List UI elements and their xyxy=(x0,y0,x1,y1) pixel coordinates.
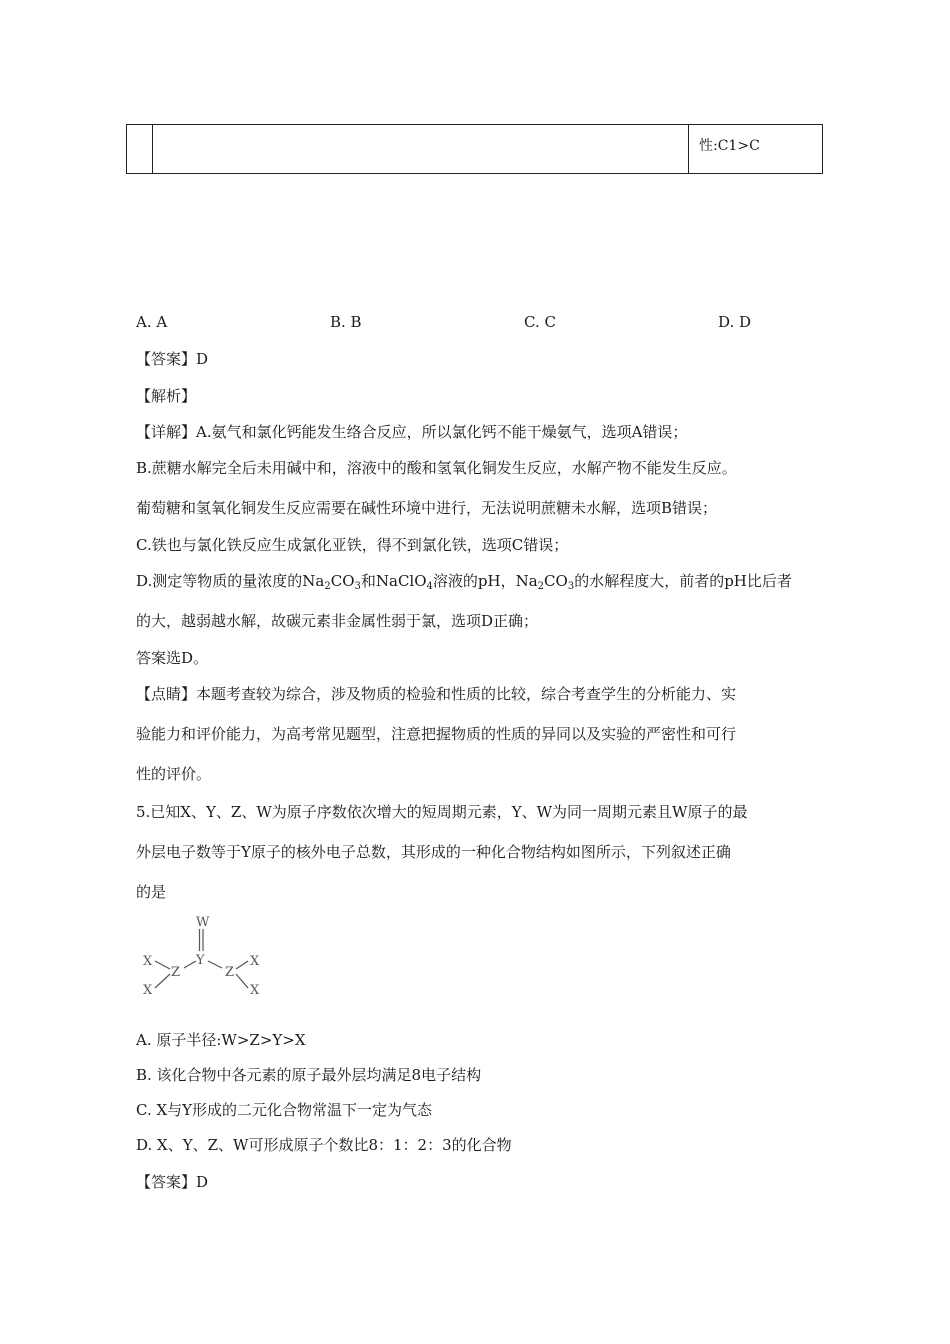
atom-z-right: Z xyxy=(225,965,235,980)
q4-detail-5: D.测定等物质的量浓度的$Na_2CO_3$和NaClO$_4$溶液的pH，$Na_2CO_3$的水解程度大，前者的pH比后者 xyxy=(136,572,792,592)
q4-comment-1: 【点睛】本题考查较为综合，涉及物质的检验和性质的比较，综合考查学生的分析能力、实 xyxy=(136,685,737,703)
atom-z-left: Z xyxy=(171,965,181,980)
table-fragment xyxy=(126,124,823,174)
q4-detail-1: 【详解】A.氨气和氯化钙能发生络合反应，所以氯化钙不能干燥氨气，选项A错误； xyxy=(136,423,688,441)
q4-option-a: A. A xyxy=(136,313,168,331)
q5-answer: 【答案】D xyxy=(136,1173,209,1191)
atom-w: W xyxy=(196,915,210,930)
q4-detail-7: 答案选D。 xyxy=(136,649,209,667)
q4-option-c: C. C xyxy=(524,313,556,331)
q4-answer: 【答案】D xyxy=(136,350,209,368)
q5-structure-diagram xyxy=(138,912,268,1002)
atom-x-3: X xyxy=(250,954,260,969)
atom-x-1: X xyxy=(143,954,153,969)
atom-y: Y xyxy=(196,953,205,968)
q5-stem-3: 的是 xyxy=(136,883,167,901)
q4-detail-6: 的大，越弱越水解，故碳元素非金属性弱于氯，选项D正确； xyxy=(136,612,539,630)
atom-x-4: X xyxy=(250,983,260,998)
q5-option-a: A. 原子半径:W>Z>Y>X xyxy=(136,1031,306,1049)
q5-option-d: D. X、Y、Z、W可形成原子个数比8：1：2：3的化合物 xyxy=(136,1136,512,1154)
q4-detail-3: 葡萄糖和氢氧化铜发生反应需要在碱性环境中进行，无法说明蔗糖未水解，选项B错误； xyxy=(136,499,718,517)
q4-detail-2: B.蔗糖水解完全后未用碱中和，溶液中的酸和氢氧化铜发生反应，水解产物不能发生反应。 xyxy=(136,459,737,477)
q5-stem-2: 外层电子数等于Y原子的核外电子总数，其形成的一种化合物结构如图所示，下列叙述正确 xyxy=(136,843,731,861)
q5-option-c: C. X与Y形成的二元化合物常温下一定为气态 xyxy=(136,1101,433,1119)
q4-analysis-heading: 【解析】 xyxy=(136,387,197,405)
table-cell-index xyxy=(127,125,153,173)
q4-option-b: B. B xyxy=(330,313,362,331)
q4-comment-3: 性的评价。 xyxy=(136,765,212,783)
q5-option-b: B. 该化合物中各元素的原子最外层均满足8电子结构 xyxy=(136,1066,482,1084)
table-cell-conclusion xyxy=(688,125,822,173)
q4-detail-4: C.铁也与氯化铁反应生成氯化亚铁，得不到氯化铁，选项C错误； xyxy=(136,536,569,554)
atom-x-2: X xyxy=(143,983,153,998)
q5-stem-1: 5.已知X、Y、Z、W为原子序数依次增大的短周期元素，Y、W为同一周期元素且W原子的最 xyxy=(136,803,748,821)
q4-option-d: D. D xyxy=(718,313,752,331)
q4-comment-2: 验能力和评价能力，为高考常见题型，注意把握物质的性质的异同以及实验的严密性和可行 xyxy=(136,725,737,743)
table-cell-conclusion-text: 性:C1>C xyxy=(699,138,760,154)
